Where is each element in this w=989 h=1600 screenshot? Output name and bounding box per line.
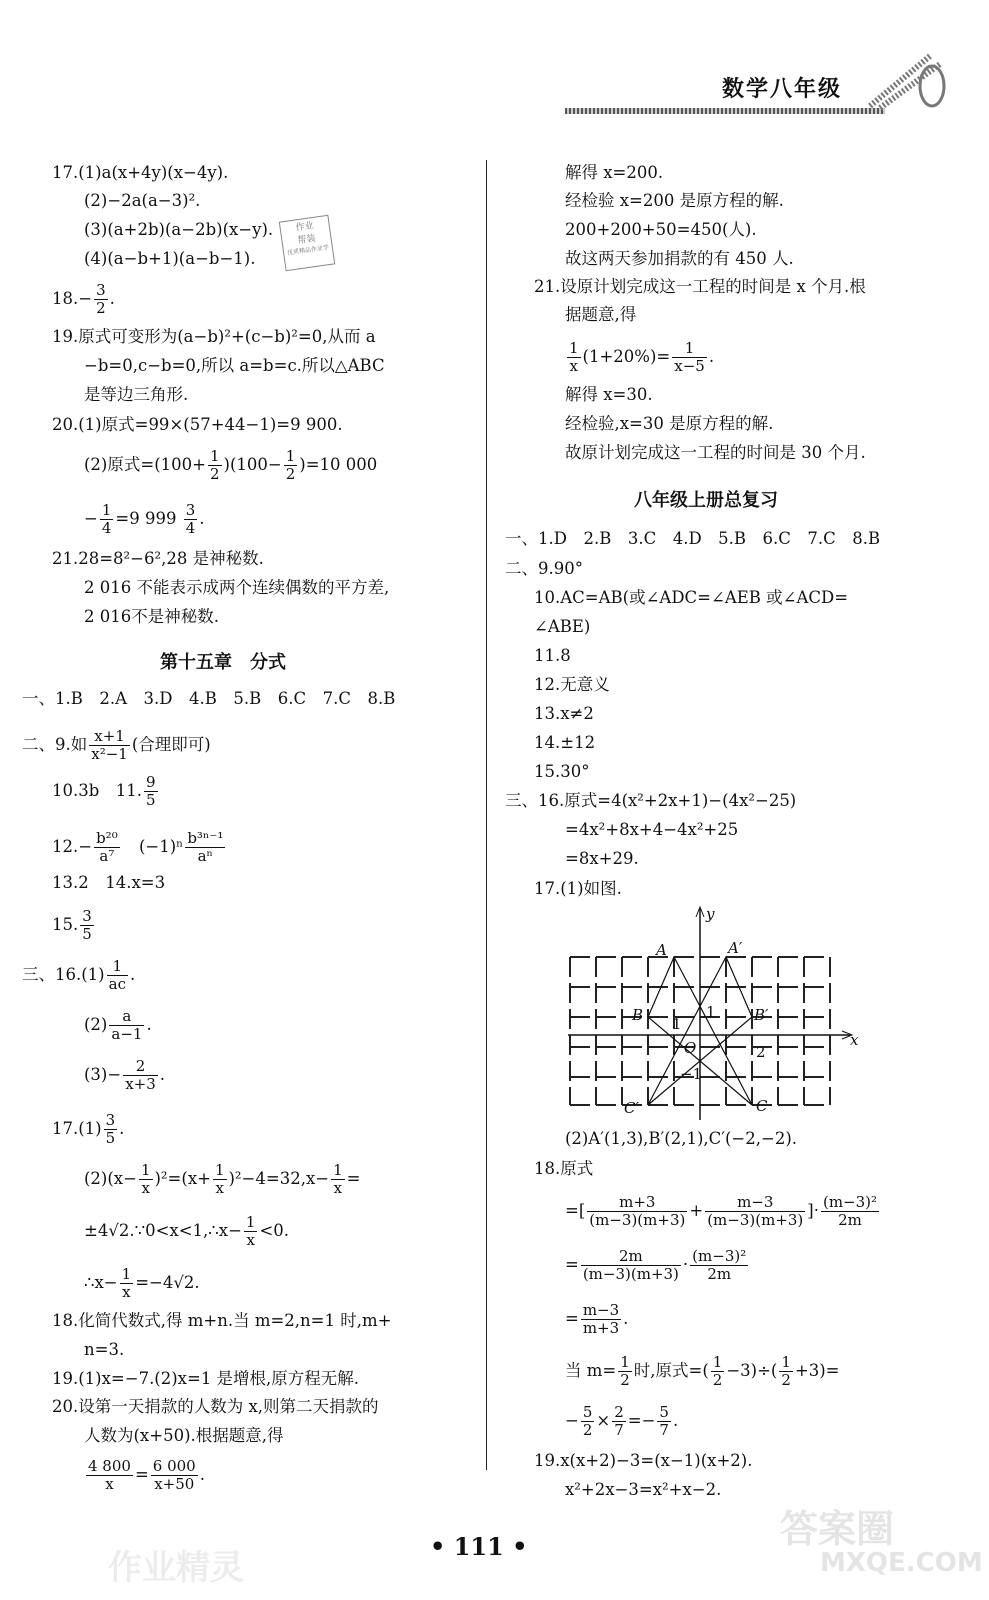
point-label-B-prime: B′ bbox=[754, 1006, 769, 1024]
numerator: (m−3)² bbox=[692, 1247, 747, 1265]
fraction bbox=[120, 1266, 134, 1301]
header-decoration-icon bbox=[860, 46, 950, 116]
fraction bbox=[587, 1194, 687, 1229]
text: 12.− bbox=[52, 837, 93, 856]
fraction bbox=[151, 1458, 198, 1493]
stamp-text: 帮装 bbox=[296, 233, 317, 247]
text: 10.3b 11. bbox=[52, 781, 143, 800]
text: )=10 000 bbox=[299, 455, 378, 474]
numerator: 1 bbox=[209, 447, 220, 465]
fraction bbox=[672, 340, 707, 375]
text: 时,原式=( bbox=[633, 1361, 709, 1380]
denominator: x+50 bbox=[154, 1475, 195, 1493]
text-line: =8x+29. bbox=[565, 849, 639, 868]
text-line bbox=[84, 448, 377, 483]
text: ±4√2.∵0<x<1,∴x− bbox=[84, 1221, 242, 1240]
text-line: 解得 x=200. bbox=[565, 163, 664, 182]
y-axis-label: y bbox=[706, 905, 715, 923]
text-line: = $\frac{m-3}{m+3}$ . bbox=[565, 1301, 629, 1337]
fraction bbox=[331, 1162, 345, 1197]
numerator: m+3 bbox=[587, 1194, 687, 1212]
text: (合理即可) bbox=[131, 735, 211, 754]
numerator: 5 bbox=[582, 1403, 593, 1421]
denominator: x bbox=[333, 1179, 343, 1197]
numerator: 5 bbox=[659, 1403, 669, 1421]
text-line: = $\frac{2m}{(m-3)(m+3)}$ · $\frac{\text{(m−3)²}}{2m}$ bbox=[565, 1247, 747, 1283]
text: 当 m= bbox=[565, 1361, 617, 1380]
text-line: 19.原式可变形为(a−b)²+(c−b)²=0,从而 a bbox=[52, 327, 376, 346]
watermark: 作业精灵 bbox=[108, 1548, 244, 1588]
numerator: 1 bbox=[781, 1353, 791, 1371]
text-line bbox=[565, 1354, 840, 1389]
fraction bbox=[80, 908, 94, 943]
fraction bbox=[690, 1248, 748, 1283]
origin-label: O bbox=[684, 1039, 697, 1057]
text-line: 18.化简代数式,得 m+n.当 m=2,n=1 时,m+ bbox=[52, 1311, 392, 1330]
text: 15. bbox=[52, 915, 79, 934]
text-line: 17.(1)如图. bbox=[534, 879, 622, 898]
text-line: 三、16.(1) $\frac{1}{ac}$ . bbox=[22, 957, 136, 993]
denominator: 2 bbox=[582, 1421, 593, 1439]
fraction bbox=[94, 830, 120, 865]
denominator: (m−3)(m+3) bbox=[707, 1211, 804, 1229]
fraction bbox=[213, 1162, 227, 1197]
text: ∴x− bbox=[84, 1273, 118, 1292]
text-line: $\frac{4 800}{x}$ = $\frac{6 000}{x+50}$ . bbox=[88, 1457, 205, 1493]
text-line: (3)(a+2b)(a−2b)(x−y). bbox=[84, 220, 274, 239]
text: = bbox=[346, 1169, 361, 1188]
numerator: 1 bbox=[620, 1353, 630, 1371]
text: 17.(1) bbox=[52, 1119, 102, 1138]
numerator: 1 bbox=[214, 1161, 225, 1179]
text-line: (4)(a−b+1)(a−b−1). bbox=[84, 249, 256, 268]
denominator: m+3 bbox=[582, 1319, 620, 1337]
numerator: 1 bbox=[245, 1213, 256, 1231]
denominator: 5 bbox=[105, 1129, 116, 1147]
denominator: 2 bbox=[285, 465, 296, 483]
denominator: 5 bbox=[82, 925, 92, 943]
text-line: n=3. bbox=[84, 1340, 125, 1359]
numerator: 4 800 bbox=[88, 1457, 131, 1475]
fraction bbox=[139, 1162, 153, 1197]
page-number: • 111 • bbox=[430, 1532, 528, 1561]
numerator: (m−3)² bbox=[822, 1193, 878, 1211]
text-line: 19.x(x+2)−3=(x−1)(x+2). bbox=[534, 1451, 753, 1470]
numerator: 2 bbox=[123, 1058, 158, 1076]
text-line: 14.±12 bbox=[534, 733, 596, 752]
denominator: x bbox=[105, 1475, 114, 1493]
text-line: 15.30° bbox=[534, 762, 590, 781]
text: )(100− bbox=[223, 455, 282, 474]
stamp bbox=[279, 215, 335, 271]
text: − bbox=[84, 509, 98, 528]
numerator: 1 bbox=[101, 501, 112, 519]
numerator: a bbox=[109, 1008, 144, 1026]
text-line: 200+200+50=450(人). bbox=[565, 220, 757, 239]
text: +3)= bbox=[794, 1361, 840, 1380]
text: )²−4=32,x− bbox=[228, 1169, 330, 1188]
text-line: =[ $\frac{m+3}{(m-3)(m+3)}$ + $\frac{m-3}{(m-3)(m+3)}$ ]· $\frac{\text{(m−3)²}}{2m}$ bbox=[565, 1193, 878, 1229]
text-line: − $\frac{1}{4}$ =9 999 $\frac{3}{4}$ . bbox=[84, 501, 205, 537]
denominator: 2 bbox=[620, 1371, 630, 1389]
denominator: a⁷ bbox=[99, 847, 115, 865]
numerator: 1 bbox=[140, 1161, 151, 1179]
coordinate-graph bbox=[560, 905, 870, 1125]
text: =9 999 bbox=[115, 509, 177, 528]
tick-label: 2 bbox=[756, 1043, 766, 1061]
text-line: 11.8 bbox=[534, 646, 571, 665]
text-line bbox=[52, 908, 96, 943]
numerator: m−3 bbox=[705, 1194, 805, 1212]
text: 三、16.(1) bbox=[22, 965, 105, 984]
fraction bbox=[618, 1354, 632, 1389]
text-line bbox=[22, 728, 211, 763]
text-line bbox=[52, 774, 160, 809]
text: (2) bbox=[84, 1015, 108, 1034]
text-line: (2)A′(1,3),B′(2,1),C′(−2,−2). bbox=[565, 1129, 798, 1148]
numerator: 2 bbox=[614, 1403, 624, 1421]
text-line: − $\frac{5}{2}$ × $\frac{2}{7}$ =− $\frac{5}{7}$ . bbox=[565, 1403, 679, 1439]
watermark: 答案圈 bbox=[780, 1507, 895, 1551]
text-line: 解得 x=30. bbox=[565, 385, 653, 404]
denominator: x bbox=[569, 357, 578, 375]
text: )²=(x+ bbox=[154, 1169, 211, 1188]
denominator: 5 bbox=[146, 791, 156, 809]
section-title: 第十五章 分式 bbox=[160, 652, 286, 673]
denominator: (m−3)(m+3) bbox=[582, 1265, 679, 1283]
text: −3)÷( bbox=[726, 1361, 778, 1380]
denominator: (m−3)(m+3) bbox=[589, 1211, 686, 1229]
text-line: (2) $\frac{a}{a-1}$ . bbox=[84, 1007, 152, 1043]
point-label-A: A bbox=[656, 941, 667, 959]
fraction bbox=[144, 774, 158, 809]
text-line: 21.设原计划完成这一工程的时间是 x 个月.根 bbox=[534, 277, 866, 296]
text-line: 18.− $\frac{3}{2}$ . bbox=[52, 281, 115, 317]
denominator: x²−1 bbox=[91, 745, 128, 763]
text: <0. bbox=[259, 1221, 290, 1240]
page-header-title: 数学八年级 bbox=[722, 77, 843, 102]
point-label-B: B bbox=[632, 1006, 644, 1024]
numerator: m−3 bbox=[582, 1301, 620, 1319]
text: × bbox=[596, 1411, 611, 1430]
text-line: x²+2x−3=x²+x−2. bbox=[565, 1480, 722, 1499]
text-line: 经检验,x=30 是原方程的解. bbox=[565, 414, 774, 433]
text-line: $\frac{1}{x}$ (1+20%)= $\frac{1}{x-5}$ . bbox=[569, 339, 715, 375]
text-line: 二、9.90° bbox=[505, 559, 583, 578]
denominator: x bbox=[122, 1283, 131, 1301]
numerator: 1 bbox=[672, 340, 707, 358]
denominator: 2 bbox=[96, 299, 106, 317]
fraction bbox=[104, 1112, 118, 1147]
numerator: 3 bbox=[82, 907, 92, 925]
text-line: 三、16.原式=4(x²+2x+1)−(4x²−25) bbox=[505, 791, 797, 810]
denominator: x bbox=[215, 1179, 224, 1197]
fraction bbox=[86, 1458, 133, 1493]
tick-label: −1 bbox=[680, 1065, 703, 1083]
numerator: 1 bbox=[712, 1353, 723, 1371]
fraction bbox=[123, 1058, 158, 1093]
point-label-C-prime: C′ bbox=[624, 1099, 639, 1117]
text-line bbox=[84, 1214, 289, 1249]
text-line: 10.AC=AB(或∠ADC=∠AEB 或∠ACD= bbox=[534, 588, 849, 607]
numerator: x+1 bbox=[89, 728, 130, 746]
text-line: 故原计划完成这一工程的时间是 30 个月. bbox=[565, 443, 866, 462]
fraction: $\frac{1}{4}$ bbox=[101, 501, 112, 537]
fraction bbox=[581, 1302, 621, 1337]
section-title: 八年级上册总复习 bbox=[634, 490, 778, 511]
denominator: x bbox=[141, 1179, 150, 1197]
denominator: x+3 bbox=[125, 1075, 156, 1093]
text-line: 人数为(x+50).根据题意,得 bbox=[84, 1426, 284, 1445]
text-line: 一、1.D 2.B 3.C 4.D 5.B 6.C 7.C 8.B bbox=[505, 529, 881, 548]
denominator: a−1 bbox=[111, 1025, 143, 1043]
fraction: $\frac{3}{4}$ bbox=[185, 501, 196, 537]
text-line: 经检验 x=200 是原方程的解. bbox=[565, 191, 784, 210]
text-line: 20.设第一天捐款的人数为 x,则第二天捐款的 bbox=[52, 1397, 379, 1416]
text: =−4√2. bbox=[135, 1273, 200, 1292]
numerator: 1 bbox=[569, 339, 579, 357]
text: 二、9.如 bbox=[22, 735, 88, 754]
fraction bbox=[107, 958, 128, 993]
text: 18.− bbox=[52, 289, 93, 308]
text-line: 20.(1)原式=99×(57+44−1)=9 900. bbox=[52, 415, 343, 434]
fraction bbox=[109, 1008, 144, 1043]
numerator: 1 bbox=[121, 1265, 132, 1283]
fraction bbox=[581, 1404, 595, 1439]
text: =− bbox=[627, 1411, 656, 1430]
fraction bbox=[284, 448, 298, 483]
tick-label: 1 bbox=[706, 1003, 716, 1021]
fraction bbox=[94, 282, 108, 317]
numerator: 1 bbox=[333, 1161, 343, 1179]
denominator: 2 bbox=[712, 1371, 723, 1389]
denominator: aⁿ bbox=[197, 847, 214, 865]
text-line: =4x²+8x+4−4x²+25 bbox=[565, 820, 739, 839]
text-line: 21.28=8²−6²,28 是神秘数. bbox=[52, 549, 264, 568]
tick-label: 1 bbox=[672, 1015, 682, 1033]
numerator: 9 bbox=[146, 773, 156, 791]
numerator: 3 bbox=[96, 281, 106, 299]
text-line bbox=[52, 830, 227, 865]
denominator: x−5 bbox=[674, 357, 705, 375]
text-line: 一、1.B 2.A 3.D 4.B 5.B 6.C 7.C 8.B bbox=[22, 689, 396, 708]
fraction bbox=[821, 1194, 879, 1229]
point-label-A-prime: A′ bbox=[728, 939, 743, 957]
fraction bbox=[567, 340, 581, 375]
stamp-text: 作业 bbox=[295, 220, 315, 234]
text: (1+20%)= bbox=[582, 347, 671, 366]
text-line: ∠ABE) bbox=[534, 617, 591, 636]
text-line: 18.原式 bbox=[534, 1159, 594, 1178]
text-line: (2)−2a(a−3)². bbox=[84, 191, 201, 210]
fraction bbox=[705, 1194, 805, 1229]
numerator: 2m bbox=[581, 1248, 681, 1266]
stamp-text: 优质精品作业学 bbox=[286, 244, 330, 257]
fraction bbox=[581, 1248, 681, 1283]
fraction bbox=[612, 1404, 626, 1439]
text-line: 17.(1)a(x+4y)(x−4y). bbox=[52, 163, 229, 182]
text: (−1)ⁿ bbox=[138, 837, 184, 856]
text-line: −b=0,c−b=0,所以 a=b=c.所以△ABC bbox=[84, 356, 385, 375]
denominator: 2 bbox=[209, 465, 220, 483]
fraction bbox=[244, 1214, 258, 1249]
x-axis-label: x bbox=[850, 1031, 859, 1049]
text-line: 是等边三角形. bbox=[84, 385, 189, 404]
denominator: 2 bbox=[781, 1371, 791, 1389]
point-label-C: C bbox=[756, 1097, 768, 1115]
denominator: 2m bbox=[707, 1265, 732, 1283]
fraction bbox=[89, 728, 130, 763]
text-line: 据题意,得 bbox=[565, 305, 637, 324]
text-line: (3)− $\frac{2}{x+3}$ . bbox=[84, 1057, 166, 1093]
fraction bbox=[185, 830, 225, 865]
text-line: 故这两天参加捐款的有 450 人. bbox=[565, 249, 794, 268]
text: (3)− bbox=[84, 1065, 122, 1084]
numerator: 1 bbox=[285, 447, 296, 465]
fraction bbox=[711, 1354, 725, 1389]
text-line: 13.2 14.x=3 bbox=[52, 873, 166, 892]
fraction bbox=[657, 1404, 671, 1439]
text-line: 2 016不是神秘数. bbox=[84, 607, 219, 626]
text: − bbox=[565, 1411, 579, 1430]
watermark: MXQE.COM bbox=[820, 1548, 983, 1578]
numerator: 3 bbox=[105, 1111, 116, 1129]
fraction bbox=[208, 448, 222, 483]
denominator: x bbox=[246, 1231, 255, 1249]
numerator: b³ⁿ⁻¹ bbox=[187, 829, 224, 847]
numerator: 1 bbox=[107, 958, 128, 976]
numerator: 6 000 bbox=[152, 1457, 196, 1475]
fraction bbox=[779, 1354, 793, 1389]
denominator: 7 bbox=[614, 1421, 624, 1439]
denominator: 2m bbox=[838, 1211, 862, 1229]
text-line bbox=[84, 1266, 200, 1301]
denominator: ac bbox=[108, 975, 126, 993]
text-line bbox=[84, 1162, 360, 1197]
text: (2)原式=(100+ bbox=[84, 455, 206, 474]
text-line: 2 016 不能表示成两个连续偶数的平方差, bbox=[84, 578, 390, 597]
numerator: b²⁰ bbox=[96, 829, 118, 847]
column-divider bbox=[486, 160, 487, 1470]
denominator: 7 bbox=[659, 1421, 669, 1439]
header-rule bbox=[565, 108, 885, 114]
text-line: 12.无意义 bbox=[534, 675, 610, 694]
text-line: 13.x≠2 bbox=[534, 704, 594, 723]
text: (2)(x− bbox=[84, 1169, 137, 1188]
text-line: 17.(1) $\frac{3}{5}$ . bbox=[52, 1111, 125, 1147]
text-line: 19.(1)x=−7.(2)x=1 是增根,原方程无解. bbox=[52, 1369, 360, 1388]
